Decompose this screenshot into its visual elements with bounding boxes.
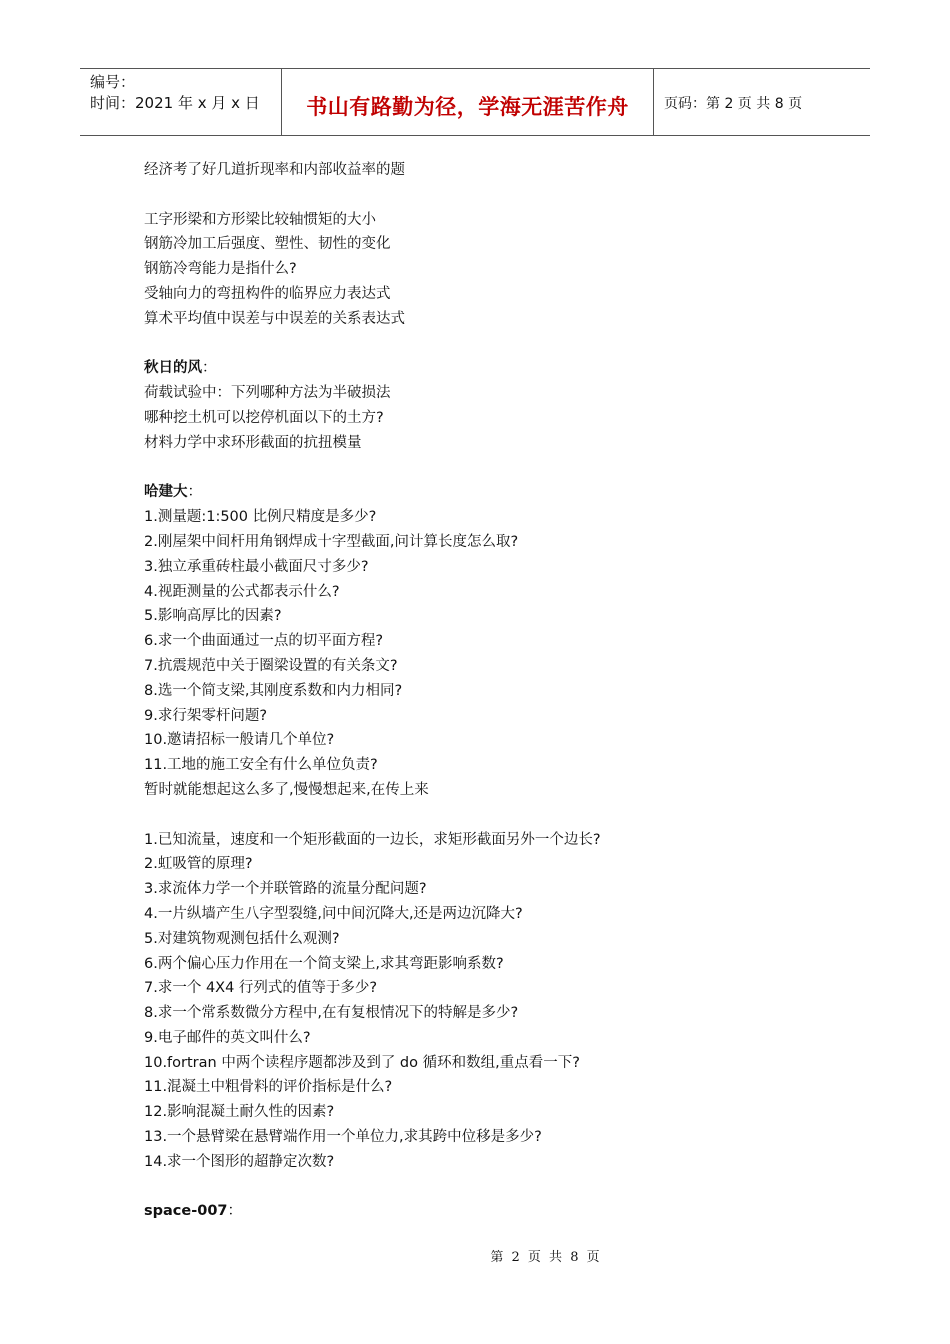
header-page-label: 页码：第 2 页 共 8 页 [664,96,803,112]
list-item: 12.影响混凝土耐久性的因素? [144,1104,335,1121]
intro-line-6: 算术平均值中误差与中误差的关系表达式 [144,310,405,327]
header-date-label: 时间：2021 年 x 月 x 日 [90,94,260,112]
intro-line-2: 工字形梁和方形梁比较轴惯矩的大小 [144,211,376,228]
list-item: 7.抗震规范中关于圈梁设置的有关条文? [144,657,398,674]
list-item: 10.fortran 中两个读程序题都涉及到了 do 循环和数组,重点看一下? [144,1054,580,1071]
spacer [144,1175,864,1200]
spacer [144,456,864,481]
list-item: 6.求一个曲面通过一点的切平面方程? [144,633,384,650]
list-item: 11.工地的施工安全有什么单位负责? [144,757,378,774]
section-name: space-007 [144,1203,228,1220]
page-header [80,68,870,136]
hjd-outro: 暂时就能想起这么多了,慢慢想起来,在传上来 [144,781,429,798]
list-item: 3.求流体力学一个并联管路的流量分配问题? [144,881,427,898]
list-item: 1.已知流量，速度和一个矩形截面的一边长，求矩形截面另外一个边长? [144,831,601,848]
section-colon: ： [187,484,202,501]
section-heading-hjd [144,480,864,505]
page-footer: 第 2 页 共 8 页 [490,1250,600,1265]
list-item: 2.虹吸管的原理? [144,856,253,873]
header-page-cell [654,69,870,135]
intro-line-1: 经济考了好几道折现率和内部收益率的题 [144,162,405,178]
intro-line-3: 钢筋冷加工后强度、塑性、韧性的变化 [144,236,391,253]
list-item: 4.视距测量的公式都表示什么? [144,583,340,600]
list-item: 6.两个偏心压力作用在一个简支梁上,求其弯距影响系数? [144,955,504,972]
header-motto: 书山有路勤为径，学海无涯苦作舟 [306,94,629,119]
spacer [144,332,864,357]
list-item: 8.求一个常系数微分方程中,在有复根情况下的特解是多少? [144,1005,519,1022]
document-body [144,158,864,1224]
section-name: 秋日的风 [144,360,202,377]
header-info-cell [80,69,282,135]
list-item: 14.求一个图形的超静定次数? [144,1153,335,1170]
list-item: 13.一个悬臂梁在悬臂端作用一个单位力,求其跨中位移是多少? [144,1129,542,1146]
header-code-label: 编号： [90,73,136,91]
section-colon: ： [227,1203,243,1220]
autumn-line-3: 材料力学中求环形截面的抗扭模量 [144,434,362,451]
list-item: 2.刚屋架中间杆用角钢焊成十字型截面,问计算长度怎么取? [144,533,519,550]
intro-line-5: 受轴向力的弯扭构件的临界应力表达式 [144,285,391,302]
section-name: 哈建大 [144,484,188,501]
list-item: 5.对建筑物观测包括什么观测? [144,930,340,947]
list-item: 9.电子邮件的英文叫什么? [144,1029,311,1046]
list-item: 9.求行架零杆问题? [144,707,268,724]
list-item: 5.影响高厚比的因素? [144,608,282,625]
intro-line-4: 钢筋冷弯能力是指什么? [144,261,297,278]
list-item: 7.求一个 4X4 行列式的值等于多少? [144,980,378,997]
list-item: 11.混凝土中粗骨料的评价指标是什么? [144,1079,393,1096]
autumn-line-1: 荷载试验中：下列哪种方法为半破损法 [144,385,391,402]
header-motto-cell [282,69,654,135]
list-item: 3.独立承重砖柱最小截面尺寸多少? [144,558,369,575]
spacer [144,183,864,208]
spacer [144,803,864,828]
list-item: 4.一片纵墙产生八字型裂缝,问中间沉降大,还是两边沉降大? [144,905,523,922]
section-heading-space [144,1199,864,1224]
list-item: 8.选一个简支梁,其刚度系数和内力相同? [144,682,403,699]
section-heading-autumn [144,356,864,381]
list-item: 1.测量题:1:500 比例尺精度是多少? [144,509,377,526]
autumn-line-2: 哪种挖土机可以挖停机面以下的土方? [144,409,384,426]
section-colon: ： [202,360,217,377]
list-item: 10.邀请招标一般请几个单位? [144,732,335,749]
